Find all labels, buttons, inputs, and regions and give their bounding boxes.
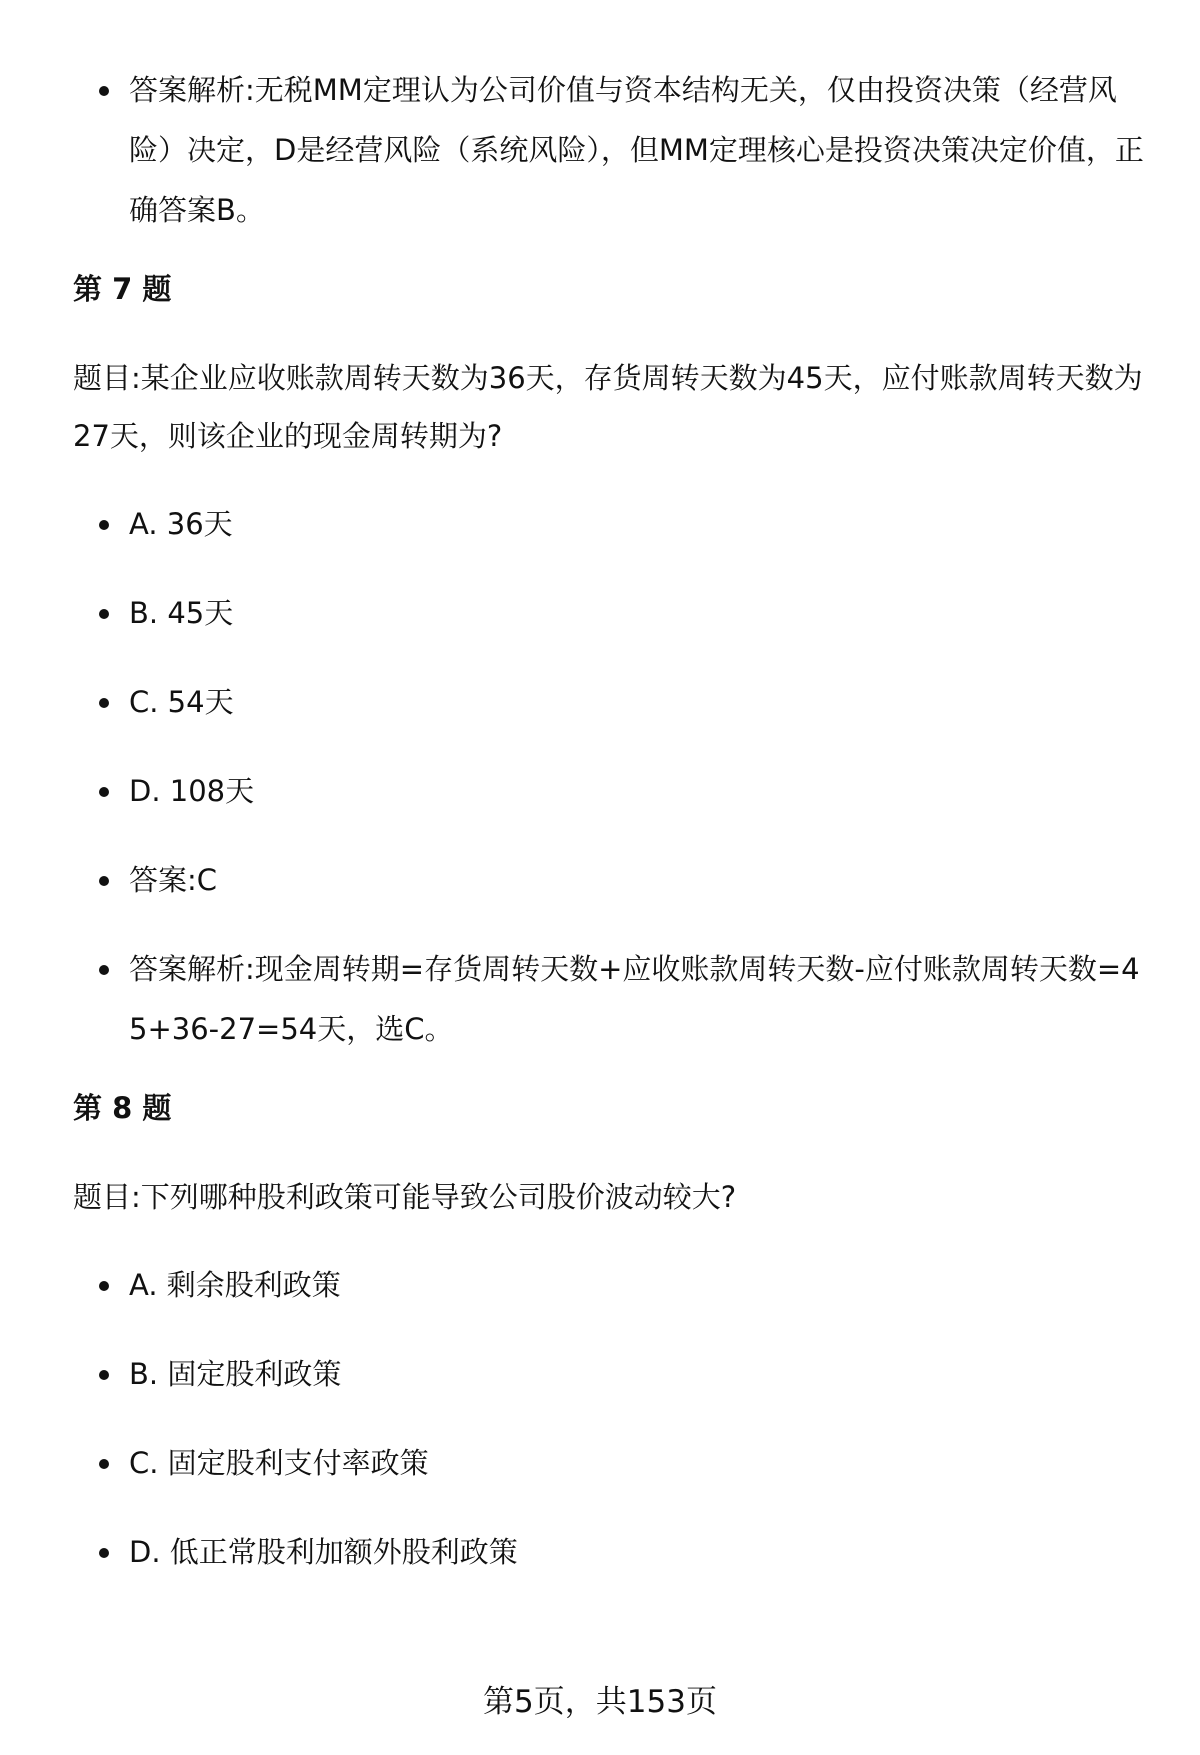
option-label: D. 108天 xyxy=(129,774,255,808)
option-label: C. 固定股利支付率政策 xyxy=(129,1446,429,1480)
q7-answer: 答案:C xyxy=(129,863,218,897)
bullet-icon xyxy=(99,1370,109,1380)
q7-option-b xyxy=(73,583,1153,643)
q7-explanation: 答案解析:现金周转期=存货周转天数+应收账款周转天数-应付账款周转天数=45+36-27=54天，选C。 xyxy=(129,952,1140,1046)
bullet-icon xyxy=(99,1548,109,1558)
q7-heading: 第 7 题 xyxy=(73,272,172,306)
q6-explanation-item xyxy=(73,60,1153,240)
bullet-icon xyxy=(99,1459,109,1469)
bullet-icon xyxy=(99,520,109,530)
option-label: B. 45天 xyxy=(129,596,234,630)
q7-answer-item xyxy=(73,850,1153,910)
option-label: B. 固定股利政策 xyxy=(129,1357,342,1391)
q7-question: 题目:某企业应收账款周转天数为36天，存货周转天数为45天，应付账款周转天数为27天，则该企业的现金周转期为? xyxy=(73,361,1143,453)
q7-option-a xyxy=(73,494,1153,554)
option-label: D. 低正常股利加额外股利政策 xyxy=(129,1535,518,1569)
bullet-icon xyxy=(99,787,109,797)
q8-option-c xyxy=(73,1433,1153,1493)
bullet-icon xyxy=(99,86,109,96)
q7-explanation-item xyxy=(73,939,1153,1059)
q6-tail-list xyxy=(73,60,1153,240)
q7-option-d xyxy=(73,761,1153,821)
q8-heading: 第 8 题 xyxy=(73,1091,172,1125)
bullet-icon xyxy=(99,1281,109,1291)
option-label: C. 54天 xyxy=(129,685,234,719)
q7-options-list xyxy=(73,494,1153,1059)
q8-option-b xyxy=(73,1344,1153,1404)
q8-option-a xyxy=(73,1255,1153,1315)
page-number: 第5页，共153页 xyxy=(483,1684,717,1720)
option-label: A. 36天 xyxy=(129,507,233,541)
bullet-icon xyxy=(99,609,109,619)
q8-options-list xyxy=(73,1255,1153,1582)
bullet-icon xyxy=(99,876,109,886)
q8-question: 题目:下列哪种股利政策可能导致公司股价波动较大? xyxy=(73,1180,737,1214)
page-content xyxy=(73,60,1153,1611)
q6-explanation: 答案解析:无税MM定理认为公司价值与资本结构无关，仅由投资决策（经营风险）决定，D是经营风险（系统风险），但MM定理核心是投资决策决定价值，正确答案B。 xyxy=(129,73,1144,227)
bullet-icon xyxy=(99,965,109,975)
bullet-icon xyxy=(99,698,109,708)
option-label: A. 剩余股利政策 xyxy=(129,1268,341,1302)
q7-option-c xyxy=(73,672,1153,732)
q8-option-d xyxy=(73,1522,1153,1582)
